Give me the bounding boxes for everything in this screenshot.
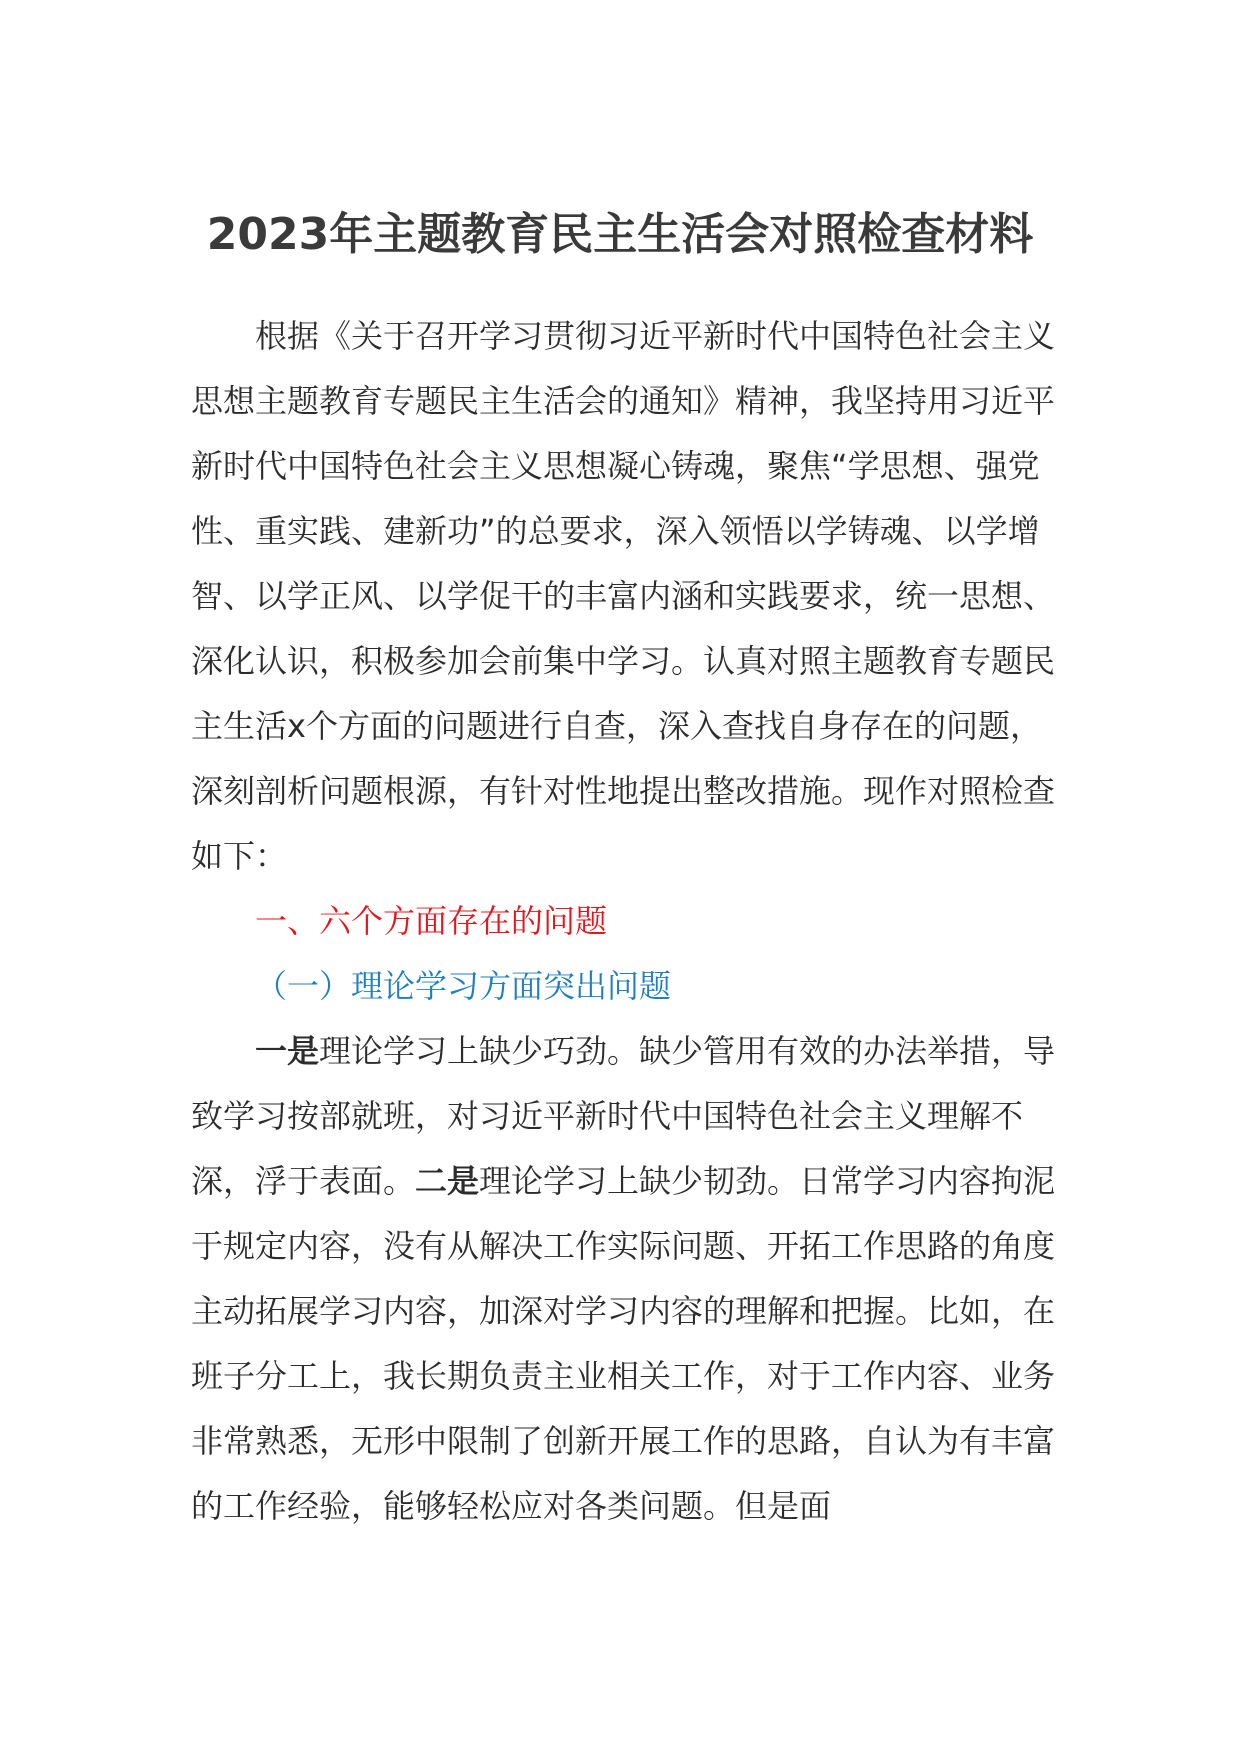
point-2-text: 理论学习上缺少韧劲。日常学习内容拘泥于规定内容，没有从解决工作实际问题、开拓工作思路的角度主动拓展学习内容，加深对学习内容的理解和把握。比如，在班子分工上，我长期负责主业相关工作，对于工作内容、业务非常熟悉，无形中限制了创新开展工作的思路，自认为有丰富的工作经验，能够轻松应对各类问题。但是面 [191, 1162, 1056, 1525]
intro-paragraph: 根据《关于召开学习贯彻习近平新时代中国特色社会主义思想主题教育专题民主生活会的通知》精神，我坚持用习近平新时代中国特色社会主义思想凝心铸魂，聚焦“学思想、强党性、重实践、建新功”的总要求，深入领悟以学铸魂、以学增智、以学正风、以学促干的丰富内涵和实践要求，统一思想、深化认识，积极参加会前集中学习。认真对照主题教育专题民主生活x个方面的问题进行自查，深入查找自身存在的问题，深刻剖析问题根源，有针对性地提出整改措施。现作对照检查如下： [191, 317, 1056, 875]
section-heading: 一、六个方面存在的问题 [255, 902, 608, 940]
subsection-heading: （一）理论学习方面突出问题 [255, 967, 672, 1005]
problem-paragraph [191, 1019, 1061, 1539]
point-1-label: 一是 [255, 1032, 320, 1070]
document-body [191, 304, 1061, 1539]
point-1-text: 理论学习上缺少巧劲。缺少管用有效的办法举措，导致学习按部就班，对习近平新时代中国特色社会主义理解不深，浮于表面。 [191, 1032, 1056, 1200]
point-2-label: 二是 [415, 1162, 480, 1200]
page-title: 2023年主题教育民主生活会对照检查材料 [206, 209, 1034, 260]
